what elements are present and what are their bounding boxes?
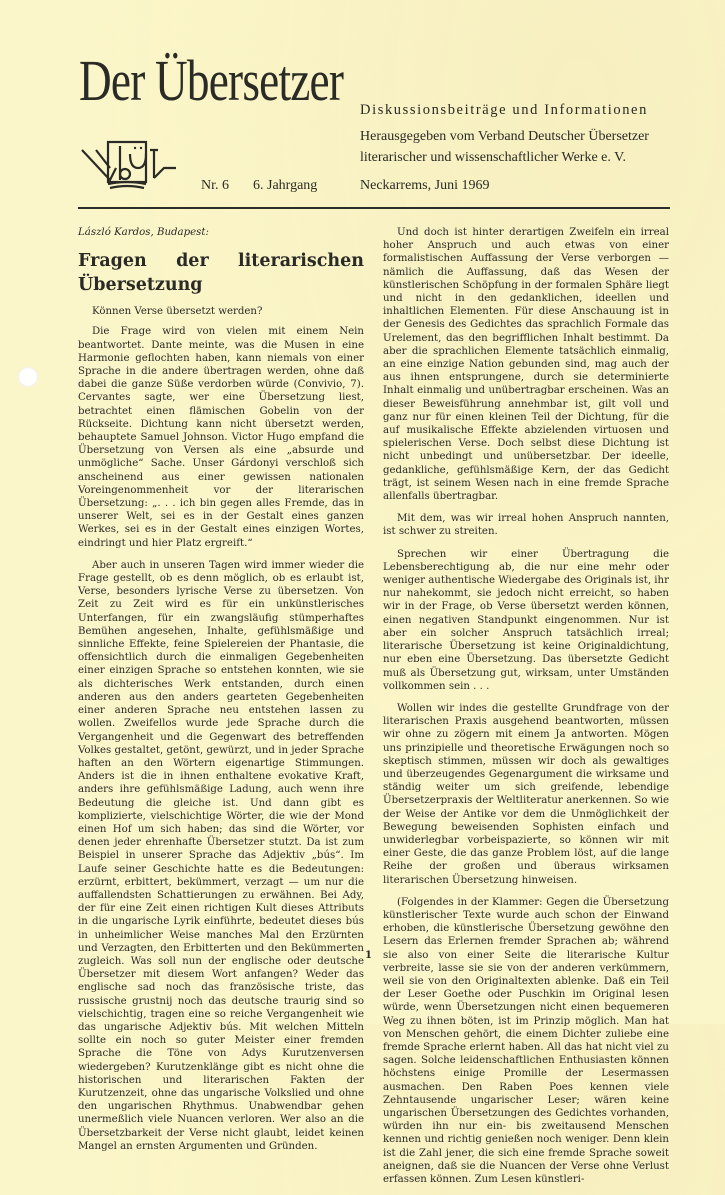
punch-hole <box>18 367 38 387</box>
publisher-line-2: literarischer und wissenschaftlicher Werke e. V. <box>360 150 626 165</box>
subtitle: Diskussionsbeiträge und Informationen <box>360 102 648 118</box>
issue-number: Nr. 6 <box>201 178 229 193</box>
left-column <box>78 226 364 1162</box>
article-lead: Können Verse übersetzt werden? <box>92 306 263 318</box>
paragraph: Die Frage wird von vielen mit einem Nein beantwortet. Dante meinte, was die Musen in eine Harmonie geflochten haben, kann niemals von einer Sprache in die andere übertragen werden, ohne daß dabei die ganze Süße verdorben würde (Convivio, 7). Cervantes sagte, wer eine Übersetzung liest, betrachtet einen flämischen Gobelin von der Rückseite. Dichtung kann nicht übersetzt werden, behauptete Samuel Johnson. Victor Hugo empfand die Übersetzung von Versen als eine „absurde und unmögliche“ Sache. Unser Gárdonyi verschloß sich anscheinend aus einer gewissen nationalen Voreingenommenheit vor der literarischen Übersetzung: „. . . ich bin gegen alles Fremde, das in unserer Welt, sei es in der Gestalt eines ganzen Werkes, sei es in der Gestalt eines einzigen Wortes, eindringt und hier Platz ergreift.“ <box>78 326 364 549</box>
article-author: László Kardos, Budapest: <box>78 227 209 238</box>
publisher-line-1: Herausgegeben vom Verband Deutscher Übersetzer <box>360 129 649 144</box>
place-date: Neckarrems, Juni 1969 <box>360 178 490 193</box>
paragraph: (Folgendes in der Klammer: Gegen die Übersetzung künstlerischer Texte wurde auch schon der Einwand erhoben, die künstlerische Übersetzung gewöhne den Lesern das Erlernen fremder Sprachen ab; während sie also von einer Seite die literarische Kultur verbreite, lasse sie sie von der anderen verkümmern, weil sie von den Originaltexten ablenke. Daß ein Teil der Leser Goethe oder Puschkin im Original lesen würde, wenn Übersetzungen nicht einen bequemeren Weg zu ihnen böten, ist im Prinzip möglich. Man hat von Menschen gehört, die einem Dichter zuliebe eine fremde Sprache erlernt haben. All das hat nicht viel zu sagen. Solche leidenschaftlichen Enthusiasten können höchstens einige Promille der Lesermassen ausmachen. Den Raben Poes kennen viele Zehntausende ungarischer Leser; wären keine ungarischen Übersetzungen des Gedichtes vorhanden, würden ihn nur ein- bis zweitausend Menschen kennen und richtig genießen noch weniger. Denn klein ist die Zahl jener, die sich eine fremde Sprache soweit aneignen, daß sie die Nuancen der Verse ohne Verlust erfassen können. Zum Lesen künstleri- <box>383 896 669 1186</box>
article-title: Fragen der literarischen Übersetzung <box>78 251 364 296</box>
paragraph: Mit dem, was wir irreal hohen Anspruch nannten, ist schwer zu streiten. <box>383 513 669 538</box>
page-number: 1 <box>365 950 372 961</box>
paragraph: Und doch ist hinter derartigen Zweifeln ein irreal hoher Anspruch und auch etwas von einer formalistischen Auffassung der Verse verborgen — nämlich die Auffassung, daß das Wesen der künstlerischen Schöpfung in der formalen Sphäre liegt und nicht in den gedanklichen, ideellen und inhaltlichen Elementen. Für diese Anschauung ist in der Genesis des Gedichtes das sprachlich Formale das Urelement, das den begrifflichen Inhalt bestimmt. Da aber die sprachlichen Elemente tatsächlich einmalig, an eine einzige Nation gebunden sind, mag auch der aus ihnen entsprungene, durch sie determinierte Inhalt einmalig und unübertragbar erscheinen. Was an dieser Beweisführung annehmbar ist, gilt voll und ganz nur für einen kleinen Teil der Dichtung, für die auf musikalische Effekte abzielenden virtuosen und spielerischen Verse. Doch selbst diese Dichtung ist nicht unbedingt und unübersetzbar. Der ideelle, gedankliche, gefühlsmäßige Kern, der das Gedicht trägt, ist seinem Wesen nach in eine fremde Sprache allenfalls übertragbar. <box>383 227 669 503</box>
paragraph: Wollen wir indes die gestellte Grundfrage von der literarischen Praxis ausgehend beantworten, müssen wir ohne zu zögern mit einem Ja antworten. Mögen uns prinzipielle und theoretische Erwägungen noch so skeptisch stimmen, müssen wir doch als gewaltiges und überzeugendes Gegenargument die wirksame und ständig weiter um sich greifende, lebendige Übersetzerpraxis der Weltliteratur anerkennen. So wie der Weise der Antike vor dem die Unmöglichkeit der Bewegung beweisenden Sophisten einfach und unwiderlegbar vorbeispazierte, so können wir mit einer Geste, die das ganze Problem löst, auf die lange Reihe der großen und überaus wirksamen literarischen Übersetzung hinweisen. <box>383 702 669 886</box>
volume: 6. Jahrgang <box>253 178 318 193</box>
masthead-title: Der Übersetzer <box>79 48 344 113</box>
paragraph: Sprechen wir einer Übertragung die Lebensberechtigung ab, die nur eine mehr oder weniger authentische Wiedergabe des Originals ist, ihr nur nahekommt, sie jedoch nicht erreicht, so haben wir in der Frage, ob Verse übersetzt werden können, einen negativen Standpunkt eingenommen. Nur ist aber ein solcher Anspruch tatsächlich irreal; literarische Übersetzung ist keine Originaldichtung, nur eben eine Übersetzung. Das übersetzte Gedicht muß als Übersetzung gut, wirksam, unter Umständen vollkommen sein . . . <box>383 548 669 692</box>
right-column <box>383 226 669 1195</box>
vdu-logo <box>80 128 180 190</box>
paragraph: Aber auch in unseren Tagen wird immer wieder die Frage gestellt, ob es denn möglich, ob es erlaubt ist, Verse, besonders lyrische Verse zu übersetzen. Von Zeit zu Zeit wird es für ein unkünstlerisches Unterfangen, für ein zwangsläufig stümperhaftes Bemühen angesehen, Inhalte, gefühlsmäßige und sinnliche Effekte, feine Spielereien der Phantasie, die offensichtlich durch die einmaligen Gegebenheiten einer einzigen Sprache so entstehen konnten, wie sie als dichterisches Werk entstanden, durch einen anderen aus den anders gearteten Gegebenheiten einer anderen Sprache neu entstehen lassen zu wollen. Zweifellos wurde jede Sprache durch die Vergangenheit und die Gegenwart des betreffenden Volkes gestaltet, getönt, gewürzt, und in jeder Sprache haften an den Wörtern eigenartige Stimmungen. Anders ist die in ihnen enthaltene evokative Kraft, anders ihre gefühlsmäßige Ladung, auch wenn ihre Bedeutung die gleiche ist. Und dann gibt es komplizierte, vielschichtige Wörter, die wie der Mond einen Hof um sich haben; das sind die Wörter, vor denen jeder ehrenhafte Übersetzer stutzt. Da ist zum Beispiel in unserer Sprache das Adjektiv „bús“. Im Laufe seiner Geschichte hatte es die Bedeutungen: erzürnt, erbittert, bekümmert, verzagt — um nur die auffallendsten Schattierungen zu erwähnen. Bei Ady, der für eine Zeit einen richtigen Kult dieses Attributs in die ungarische Lyrik einführte, bedeutet dieses bús in unheimlicher Weise manches Mal den Erzürnten und Verzagten, den Erbitterten und den Bekümmerten zugleich. Was soll nun der englische oder deutsche Übersetzer mit diesem Wort anfangen? Weder das englische sad noch das französische triste, das russische grustnij noch das deutsche traurig sind so vielschichtig, tragen eine so reiche Vergangenheit wie das ungarische Adjektiv bús. Mit welchen Mitteln sollte ein noch so guter Meister einer fremden Sprache die Töne von Adys Kurutzenversen wiedergeben? Kurutzenklänge gibt es nicht ohne die historischen und literarischen Fakten der Kurutzenzeit, ohne das ungarische Volkslied und ohne den ungarischen Rhythmus. Unabwendbar gehen unermeßlich viele Nuancen verloren. Wer also an die Übersetzbarkeit der Verse nicht glaubt, leidet keinen Mangel an ernsten Argumenten und Gründen. <box>78 559 364 1152</box>
header-rule <box>78 207 670 209</box>
